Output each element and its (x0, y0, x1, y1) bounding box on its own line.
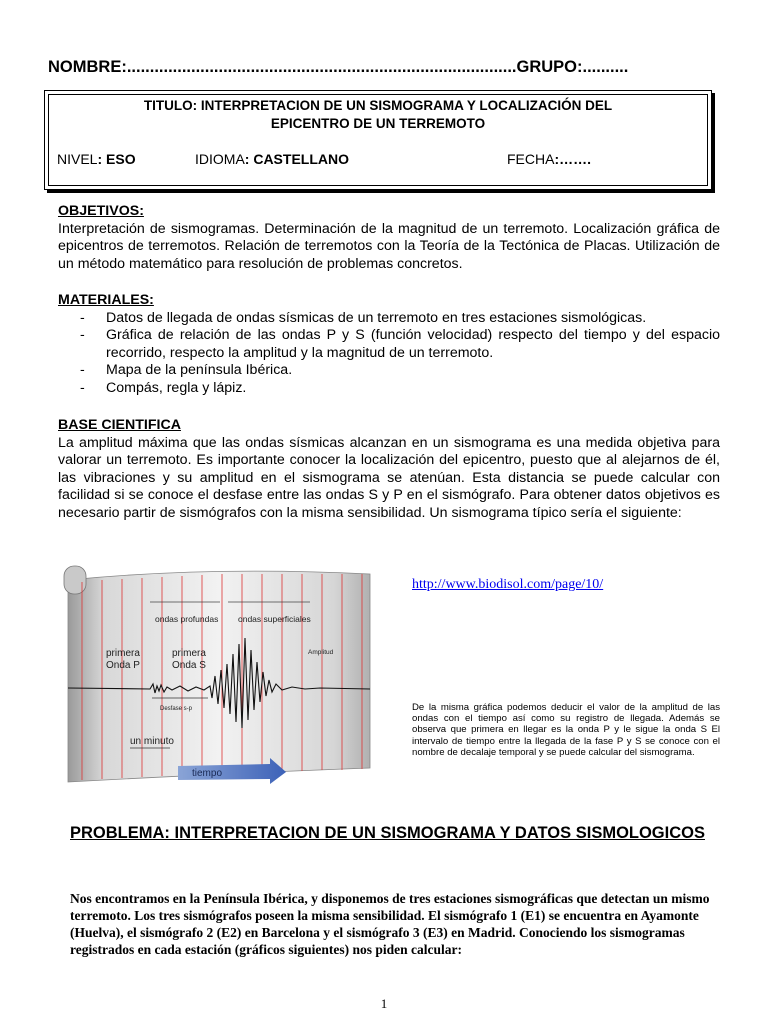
title-box (44, 90, 712, 190)
ondas-superficiales-label: ondas superficiales (238, 614, 311, 624)
base-cientifica-heading: BASE CIENTIFICA (58, 417, 181, 433)
materiales-item: - Mapa de la península Ibérica. (58, 362, 720, 380)
objetivos-heading: OBJETIVOS: (58, 203, 144, 219)
materiales-item: - Gráfica de relación de las ondas P y S (función velocidad) respecto del tiempo y del espacio recorrido, respecto la amplitud y la magnitud de un terremoto. (58, 327, 720, 362)
nivel-field: NIVEL: ESO (57, 151, 136, 167)
base-cientifica-text: La amplitud máxima que las ondas sísmicas alcanzan en un sismograma es una medida objetiva para valorar un terremoto. Es importante conocer la localización del epicentro, puesto que al alejarnos de él, las vibraciones y su amplitud en el sismograma se atenúan. Esta distancia se puede calcular con facilidad si se conoce el desfase entre las ondas S y P en el sismógrafo. Para obtener datos objetivos es necesario partir de sismógrafos con la misma sensibilidad. Un sismograma típico sería el siguiente: (58, 434, 720, 521)
fecha-field: FECHA:……. (507, 151, 592, 167)
materiales-section (58, 292, 720, 397)
drum-paper (68, 571, 370, 782)
un-minuto-label: un minuto (130, 736, 174, 747)
nombre-grupo-line: NOMBRE:.....................................................................................GRUPO:.......... (48, 58, 629, 76)
primera-onda-s-label-1: primera (172, 648, 206, 659)
materiales-item: - Compás, regla y lápiz. (58, 380, 720, 398)
desfase-label: Desfase s-p (160, 706, 193, 712)
problema-title: PROBLEMA: INTERPRETACION DE UN SISMOGRAMA Y DATOS SISMOLOGICOS (70, 824, 705, 842)
primera-onda-s-label-2: Onda S (172, 660, 206, 671)
materiales-item: - Datos de llegada de ondas sísmicas de un terremoto en tres estaciones sismológicas. (58, 310, 720, 328)
seismogram-figure (60, 558, 372, 790)
objetivos-section (58, 203, 720, 273)
drum-roll (64, 566, 86, 594)
materiales-heading: MATERIALES: (58, 292, 154, 308)
problema-text: Nos encontramos en la Península Ibérica, y disponemos de tres estaciones sismográficas que detectan un mismo terremoto. Los tres sismógrafos poseen la misma sensibilidad. El sismógrafo 1 (E1) se encuentra en Ayamonte (Huelva), el sismógrafo 2 (E2) en Barcelona y el sismógrafo 3 (E3) en Madrid. Conociendo los sismogramas registrados en cada estación (gráficos siguientes) nos piden calcular: (70, 891, 710, 957)
ondas-profundas-label: ondas profundas (155, 614, 219, 624)
figure-caption: De la misma gráfica podemos deducir el valor de la amplitud de las ondas con el tiempo así como su registro de llegada. Además se observa que primera en llegar es la onda P y le sigue la onda S El intervalo de tiempo entre la llegada de la fase P y S se conoce con el nombre de decalaje temporal y se puede calcular del sismograma. (412, 702, 720, 758)
primera-onda-p-label-1: primera (106, 648, 140, 659)
title-line-1: TITULO: INTERPRETACION DE UN SISMOGRAMA Y LOCALIZACIÓN DEL (143, 98, 613, 113)
page-number: 1 (380, 996, 388, 1011)
objetivos-text: Interpretación de sismogramas. Determinación de la magnitud de un terremoto. Localización gráfica de epicentros de terremotos. Relación de terremotos con la Teoría de la Tectónica de Placas. Utilización de un método matemático para resolución de problemas concretos. (58, 220, 720, 272)
materiales-list (58, 310, 720, 398)
tiempo-label: tiempo (192, 768, 223, 779)
document-title (45, 97, 711, 133)
idioma-field: IDIOMA: CASTELLANO (195, 151, 349, 167)
title-line-2: EPICENTRO DE UN TERREMOTO (270, 116, 486, 131)
primera-onda-p-label-2: Onda P (106, 660, 140, 671)
base-cientifica-section (58, 417, 720, 522)
biodisol-link[interactable]: http://www.biodisol.com/page/10/ (412, 577, 604, 592)
amplitud-label: Amplitud (308, 649, 334, 656)
